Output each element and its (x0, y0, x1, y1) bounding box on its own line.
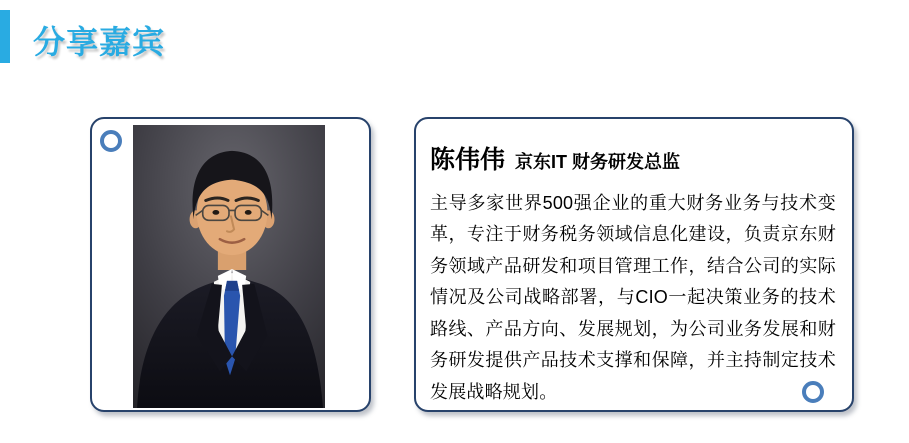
speaker-info-card (414, 117, 854, 412)
portrait-illustration (133, 125, 325, 408)
speaker-bio: 主导多家世界500强企业的重大财务业务与技术变革，专注于财务税务领域信息化建设，负责京东财务领域产品研发和项目管理工作，结合公司的实际情况及公司战略部署，与CIO一起决策业务的技术路线、产品方向、发展规划，为公司业务发展和财务研发提供产品技术支撑和保障，并主持制定技术发展战略规划。 (430, 192, 836, 402)
speaker-photo-card (90, 117, 371, 412)
speaker-role: 京东IT 财务研发总监 (515, 152, 681, 172)
speaker-heading (430, 146, 836, 175)
title-accent-bar (0, 10, 10, 63)
speaker-photo (133, 125, 325, 408)
speaker-name: 陈伟伟 (430, 146, 506, 174)
circle-ring-icon (802, 381, 824, 403)
page-title: 分享嘉宾 (33, 24, 166, 60)
circle-ring-icon (100, 130, 122, 152)
